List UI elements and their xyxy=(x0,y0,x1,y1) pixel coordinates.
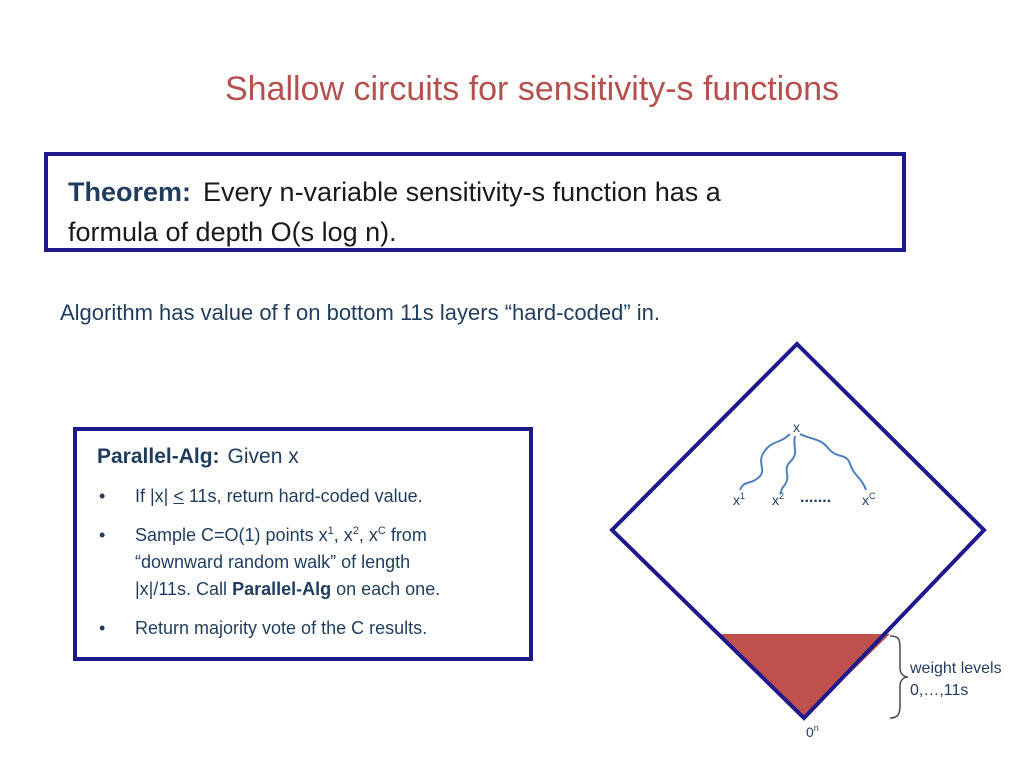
bullet1-text-a: If |x| xyxy=(135,486,174,506)
algorithm-description: Algorithm has value of f on bottom 11s layers “hard-coded” in. xyxy=(60,300,661,325)
parallel-alg-given: Given x xyxy=(227,445,299,468)
childc-label: $x^C$ xyxy=(862,491,876,508)
theorem-text-line1: Every n-variable sensitivity-s function has a xyxy=(203,177,721,207)
bullet2-line3-bold: Parallel-Alg xyxy=(232,579,332,599)
sup-1: 1 xyxy=(327,525,334,537)
child2-label: $x^2$ xyxy=(772,491,785,508)
walk-path-2 xyxy=(780,436,795,494)
weight-levels-line1: weight levels xyxy=(910,660,1002,677)
child1-label: $x^1$ xyxy=(733,491,746,508)
sup-2: 2 xyxy=(352,525,359,537)
bullet2-text-d: from xyxy=(385,525,427,545)
bottom-layers-region xyxy=(718,634,890,718)
walk-path-c xyxy=(800,434,866,490)
bullet2-text-b: , x xyxy=(333,525,353,545)
bullet2-text-c: , x xyxy=(358,525,378,545)
bottom-zero-label: 0$^n$ xyxy=(806,723,819,740)
curly-brace xyxy=(890,636,908,718)
theorem-label: Theorem: xyxy=(68,177,192,207)
walk-path-1 xyxy=(740,434,790,490)
weight-levels-label xyxy=(910,658,1002,702)
parallel-alg-label: Parallel-Alg: xyxy=(97,445,220,468)
leq-symbol: < xyxy=(173,486,184,506)
weight-levels-line2: 0,…,11s xyxy=(910,682,969,699)
bullet2-line3-a: |x|/11s. Call xyxy=(135,579,233,599)
bullet1-text-b: 11s, return hard-coded value. xyxy=(183,486,423,506)
sup-c: C xyxy=(377,525,386,537)
bullet2-line2: “downward random walk” of length xyxy=(135,552,411,572)
bullet2-line3-b: on each one. xyxy=(331,579,441,599)
top-x-label: x xyxy=(793,419,800,435)
bullet3-text: Return majority vote of the C results. xyxy=(135,618,428,638)
bullet2-text-a: Sample C=O(1) points x xyxy=(135,525,328,545)
theorem-text-line2: formula of depth O(s log n). xyxy=(68,217,397,247)
ellipsis-dots: ....... xyxy=(800,489,832,506)
slide-title: Shallow circuits for sensitivity-s functions xyxy=(224,70,840,108)
